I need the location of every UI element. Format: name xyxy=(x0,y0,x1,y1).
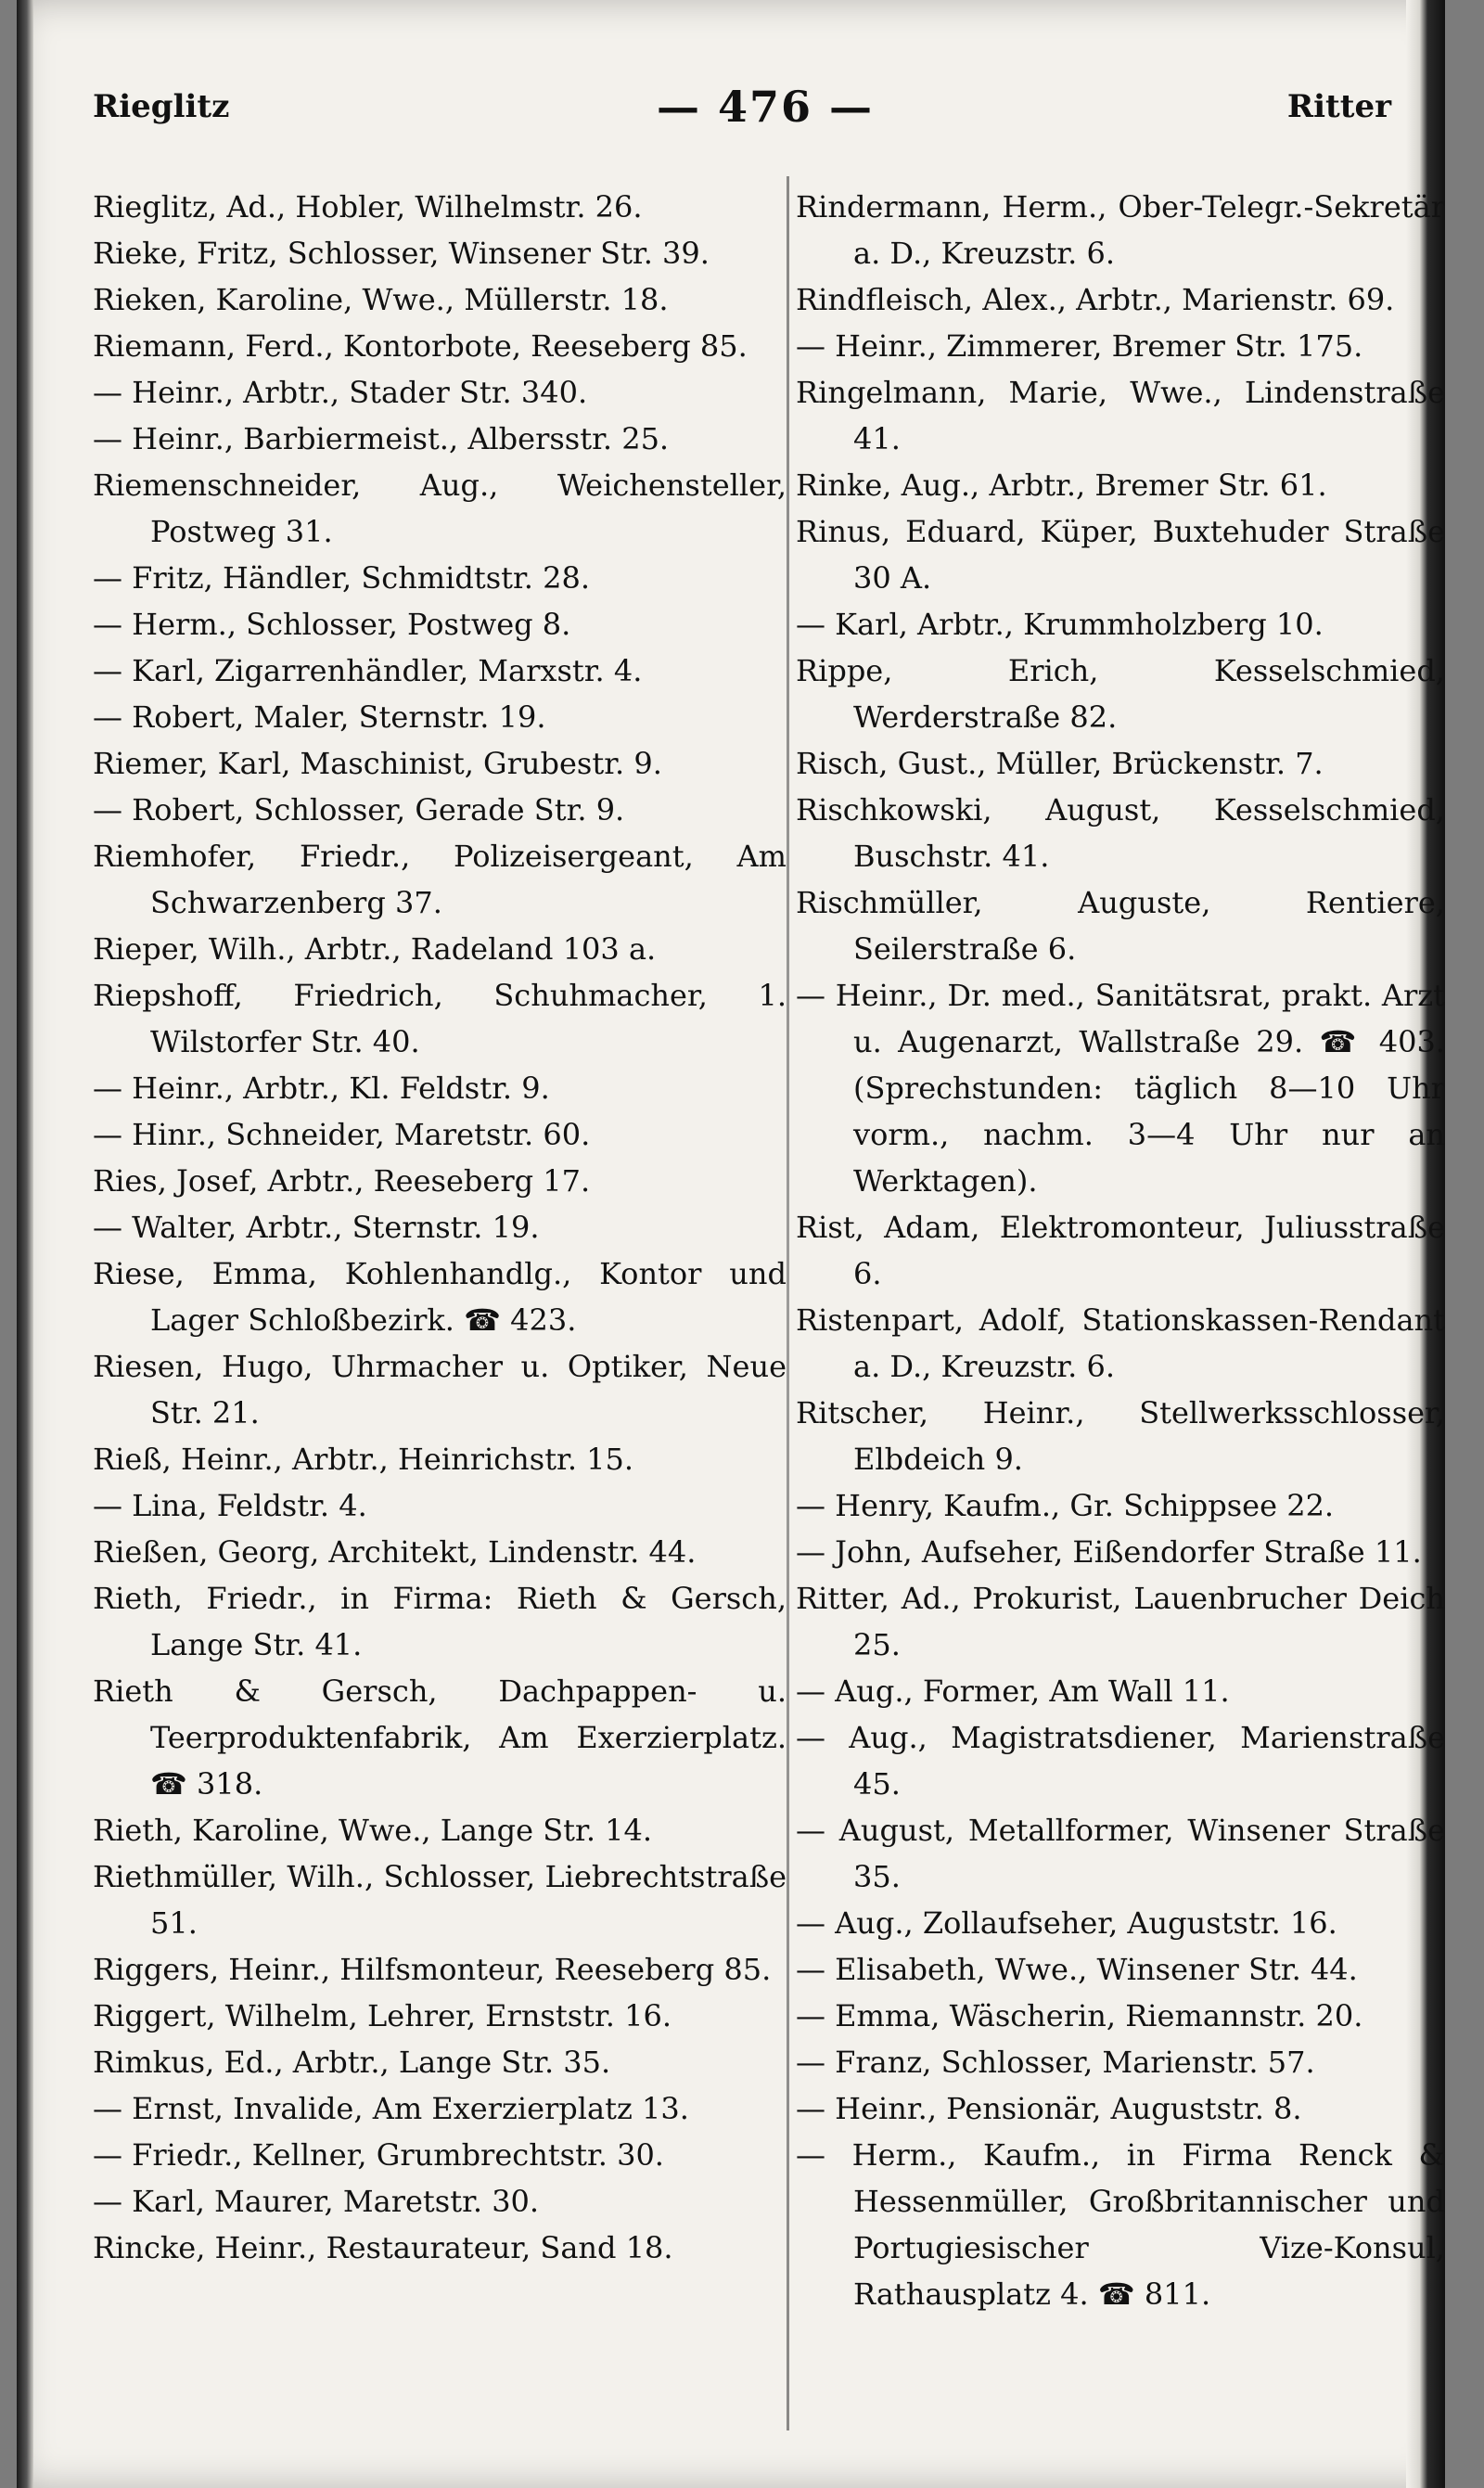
directory-entry: — Herm., Schlosser, Postweg 8. xyxy=(93,607,571,642)
directory-entry: — Herm., Kaufm., in Firma Renck & Hessenmüller, Großbritannischer und Portugiesischer Vize-Konsul, Rathausplatz 4. ☎ 811. xyxy=(796,2137,1445,2312)
directory-entry: Riemer, Karl, Maschinist, Grubestr. 9. xyxy=(93,746,662,781)
column-divider xyxy=(787,176,789,2430)
directory-entry: — Karl, Zigarrenhändler, Marxstr. 4. xyxy=(93,653,643,688)
directory-entry: Rischkowski, August, Kesselschmied, Buschstr. 41. xyxy=(796,792,1445,874)
directory-entry: — Emma, Wäscherin, Riemannstr. 20. xyxy=(796,1998,1363,2033)
directory-entry: — Heinr., Arbtr., Kl. Feldstr. 9. xyxy=(93,1071,550,1106)
directory-entry: Rimkus, Ed., Arbtr., Lange Str. 35. xyxy=(93,2045,611,2080)
directory-entry: — Karl, Maurer, Maretstr. 30. xyxy=(93,2184,540,2219)
directory-entry: Riepshoff, Friedrich, Schuhmacher, 1. Wilstorfer Str. 40. xyxy=(93,978,787,1059)
directory-entry: — Aug., Former, Am Wall 11. xyxy=(796,1674,1230,1709)
directory-entry: Rinke, Aug., Arbtr., Bremer Str. 61. xyxy=(796,468,1327,503)
directory-entry: Riemenschneider, Aug., Weichensteller, Postweg 31. xyxy=(93,468,787,549)
page-number: — 476 — xyxy=(657,82,875,132)
directory-entry: Rindermann, Herm., Ober-Telegr.-Sekretär a. D., Kreuzstr. 6. xyxy=(796,189,1445,271)
directory-entry: — Hinr., Schneider, Maretstr. 60. xyxy=(93,1117,591,1152)
directory-entry: — Franz, Schlosser, Marienstr. 57. xyxy=(796,2045,1315,2080)
directory-entry: — Robert, Maler, Sternstr. 19. xyxy=(93,699,546,735)
directory-entry: — Heinr., Arbtr., Stader Str. 340. xyxy=(93,375,588,410)
directory-entry: — Heinr., Barbiermeist., Albersstr. 25. xyxy=(93,421,670,456)
directory-entry: Rincke, Heinr., Restaurateur, Sand 18. xyxy=(93,2230,673,2265)
directory-entry: Rippe, Erich, Kesselschmied, Werderstraße 82. xyxy=(796,653,1445,735)
directory-entry: Rieper, Wilh., Arbtr., Radeland 103 a. xyxy=(93,931,657,967)
directory-entry: Rieth, Karoline, Wwe., Lange Str. 14. xyxy=(93,1813,653,1848)
directory-entry: Riemann, Ferd., Kontorbote, Reeseberg 85. xyxy=(93,328,748,364)
directory-entry: — Heinr., Dr. med., Sanitätsrat, prakt. Arzt u. Augenarzt, Wallstraße 29. ☎ 403. (Sprechstunden: täglich 8—10 Uhr vorm., nachm. 3—4 Uhr nur an Werktagen). xyxy=(796,978,1445,1199)
directory-entry: Rischmüller, Auguste, Rentiere, Seilerstraße 6. xyxy=(796,885,1445,967)
directory-entry: — Ernst, Invalide, Am Exerzierplatz 13. xyxy=(93,2091,689,2126)
directory-entry: Rießen, Georg, Architekt, Lindenstr. 44. xyxy=(93,1534,697,1570)
directory-page xyxy=(17,0,1445,2488)
directory-entry: — Lina, Feldstr. 4. xyxy=(93,1488,367,1523)
directory-entry: — John, Aufseher, Eißendorfer Straße 11. xyxy=(796,1534,1422,1570)
directory-entry: Rieken, Karoline, Wwe., Müllerstr. 18. xyxy=(93,282,669,317)
directory-entry: Rieß, Heinr., Arbtr., Heinrichstr. 15. xyxy=(93,1442,634,1477)
right-column xyxy=(796,184,1445,2317)
directory-entry: Ringelmann, Marie, Wwe., Lindenstraße 41. xyxy=(796,375,1445,456)
directory-entry: Ristenpart, Adolf, Stationskassen-Rendant a. D., Kreuzstr. 6. xyxy=(796,1302,1445,1384)
directory-entry: Riese, Emma, Kohlenhandlg., Kontor und Lager Schloßbezirk. ☎ 423. xyxy=(93,1256,787,1338)
directory-entry: — August, Metallformer, Winsener Straße 35. xyxy=(796,1813,1445,1894)
directory-entry: — Robert, Schlosser, Gerade Str. 9. xyxy=(93,792,625,827)
directory-entry: Rist, Adam, Elektromonteur, Juliusstraße 6. xyxy=(796,1210,1445,1291)
directory-entry: — Fritz, Händler, Schmidtstr. 28. xyxy=(93,560,591,596)
running-head-left: Rieglitz xyxy=(93,88,230,125)
directory-entry: Ritter, Ad., Prokurist, Lauenbrucher Deich 25. xyxy=(796,1581,1445,1662)
directory-entry: Riggers, Heinr., Hilfsmonteur, Reeseberg 85. xyxy=(93,1952,772,1987)
directory-entry: — Karl, Arbtr., Krummholzberg 10. xyxy=(796,607,1324,642)
page-binding-left xyxy=(17,0,33,2488)
directory-entry: — Aug., Magistratsdiener, Marienstraße 45. xyxy=(796,1720,1445,1802)
running-head-right: Ritter xyxy=(1286,88,1391,125)
directory-entry: Riggert, Wilhelm, Lehrer, Ernststr. 16. xyxy=(93,1998,672,2033)
directory-entry: Rieke, Fritz, Schlosser, Winsener Str. 39. xyxy=(93,236,710,271)
directory-entry: — Heinr., Zimmerer, Bremer Str. 175. xyxy=(796,328,1363,364)
directory-entry: Rindfleisch, Alex., Arbtr., Marienstr. 69. xyxy=(796,282,1395,317)
directory-entry: Rinus, Eduard, Küper, Buxtehuder Straße 30 A. xyxy=(796,514,1445,596)
directory-entry: Risch, Gust., Müller, Brückenstr. 7. xyxy=(796,746,1324,781)
directory-entry: — Aug., Zollaufseher, Auguststr. 16. xyxy=(796,1905,1337,1941)
directory-entry: Riemhofer, Friedr., Polizeisergeant, Am Schwarzenberg 37. xyxy=(93,839,787,920)
directory-entry: Rieth, Friedr., in Firma: Rieth & Gersch, Lange Str. 41. xyxy=(93,1581,787,1662)
directory-entry: — Friedr., Kellner, Grumbrechtstr. 30. xyxy=(93,2137,664,2173)
directory-entry: — Elisabeth, Wwe., Winsener Str. 44. xyxy=(796,1952,1358,1987)
directory-entry: Rieglitz, Ad., Hobler, Wilhelmstr. 26. xyxy=(93,189,643,224)
directory-entry: Riethmüller, Wilh., Schlosser, Liebrechtstraße 51. xyxy=(93,1859,787,1941)
directory-entry: — Walter, Arbtr., Sternstr. 19. xyxy=(93,1210,540,1245)
directory-entry: — Henry, Kaufm., Gr. Schippsee 22. xyxy=(796,1488,1335,1523)
left-column xyxy=(93,184,787,2271)
directory-entry: Rieth & Gersch, Dachpappen- u. Teerproduktenfabrik, Am Exerzierplatz. ☎ 318. xyxy=(93,1674,787,1802)
directory-entry: Ritscher, Heinr., Stellwerksschlosser, Elbdeich 9. xyxy=(796,1395,1445,1477)
directory-entry: Ries, Josef, Arbtr., Reeseberg 17. xyxy=(93,1163,591,1199)
directory-entry: — Heinr., Pensionär, Auguststr. 8. xyxy=(796,2091,1302,2126)
directory-entry: Riesen, Hugo, Uhrmacher u. Optiker, Neue Str. 21. xyxy=(93,1349,787,1430)
